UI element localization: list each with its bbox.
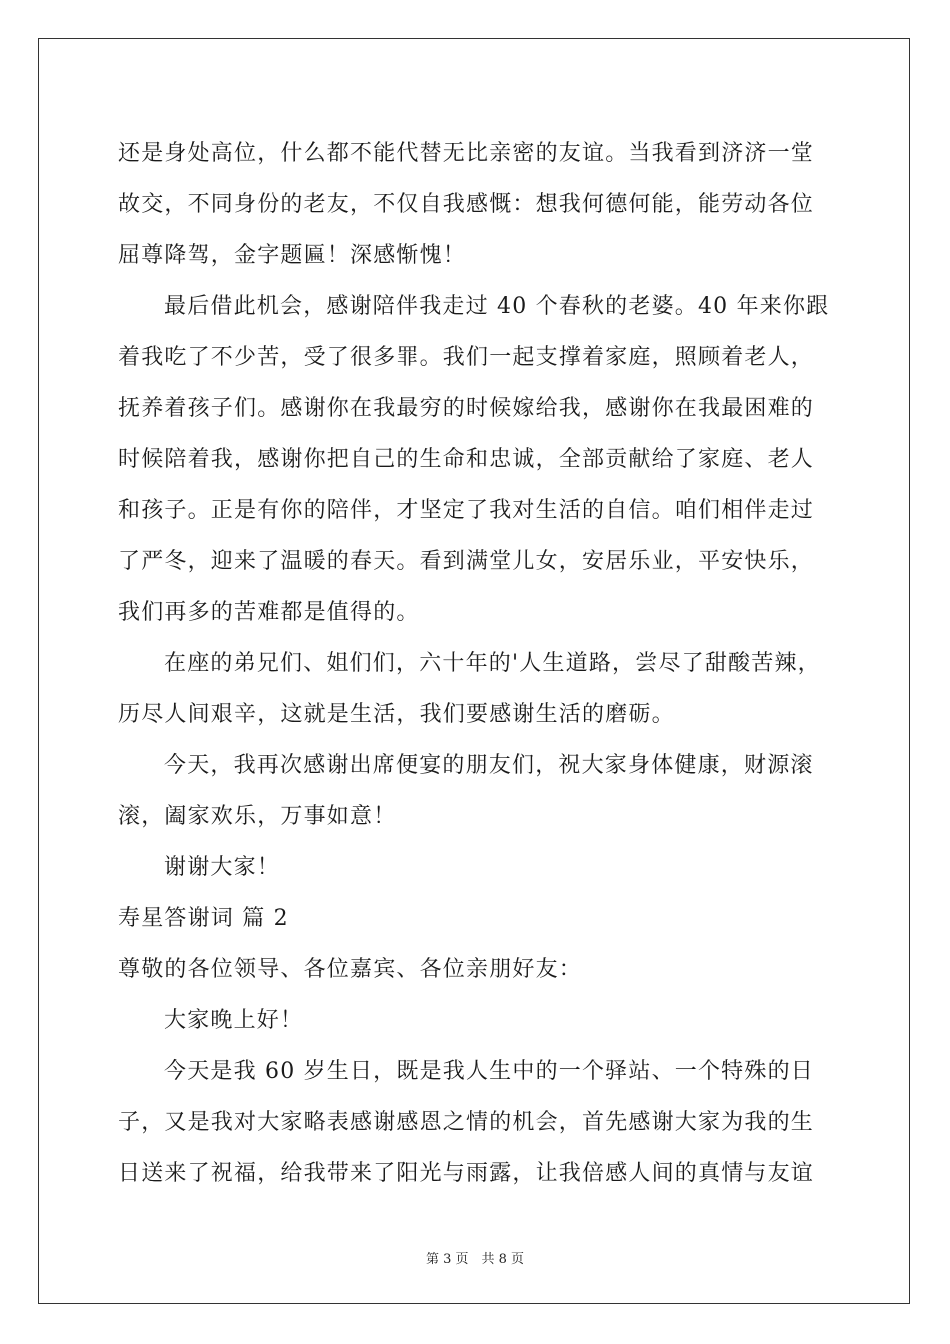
text-line: 故交，不同身份的老友，不仅自我感慨：想我何德何能，能劳动各位 <box>118 192 815 217</box>
salutation: 尊敬的各位领导、各位嘉宾、各位亲朋好友： <box>118 957 583 982</box>
text-line: 日送来了祝福，给我带来了阳光与雨露，让我倍感人间的真情与友谊 <box>118 1161 815 1186</box>
text-line: 在座的弟兄们、姐们们，六十年的'人生道路，尝尽了甜酸苦辣， <box>164 651 821 676</box>
text-line: 子，又是我对大家略表感谢感恩之情的机会，首先感谢大家为我的生 <box>118 1110 815 1135</box>
page-number: 第 3 页 共 8 页 <box>425 1252 525 1267</box>
section-heading: 寿星答谢词 篇 2 <box>118 906 289 931</box>
text-line: 和孩子。正是有你的陪伴，才坚定了我对生活的自信。咱们相伴走过 <box>118 498 815 523</box>
text-line: 滚，阖家欢乐，万事如意！ <box>118 804 397 829</box>
text-line: 着我吃了不少苦，受了很多罪。我们一起支撑着家庭，照顾着老人， <box>118 345 815 370</box>
text-line: 了严冬，迎来了温暖的春天。看到满堂儿女，安居乐业，平安快乐， <box>118 549 815 574</box>
document-body <box>118 128 838 1199</box>
text-line: 我们再多的苦难都是值得的。 <box>118 600 420 625</box>
text-line: 历尽人间艰辛，这就是生活，我们要感谢生活的磨砺。 <box>118 702 675 727</box>
greeting: 大家晚上好！ <box>164 1008 304 1033</box>
text-line: 还是身处高位，什么都不能代替无比亲密的友谊。当我看到济济一堂 <box>118 141 815 166</box>
text-line: 时候陪着我，感谢你把自己的生命和忠诚，全部贡献给了家庭、老人 <box>118 447 815 472</box>
text-line: 今天是我 60 岁生日，既是我人生中的一个驿站、一个特殊的日 <box>164 1059 814 1084</box>
text-line: 今天，我再次感谢出席便宴的朋友们，祝大家身体健康，财源滚 <box>164 753 814 778</box>
text-line: 最后借此机会，感谢陪伴我走过 40 个春秋的老婆。40 年来你跟 <box>164 294 830 319</box>
text-line: 谢谢大家！ <box>164 855 281 880</box>
text-line: 抚养着孩子们。感谢你在我最穷的时候嫁给我，感谢你在我最困难的 <box>118 396 815 421</box>
text-line: 屈尊降驾，金字题匾！深感惭愧！ <box>118 243 467 268</box>
